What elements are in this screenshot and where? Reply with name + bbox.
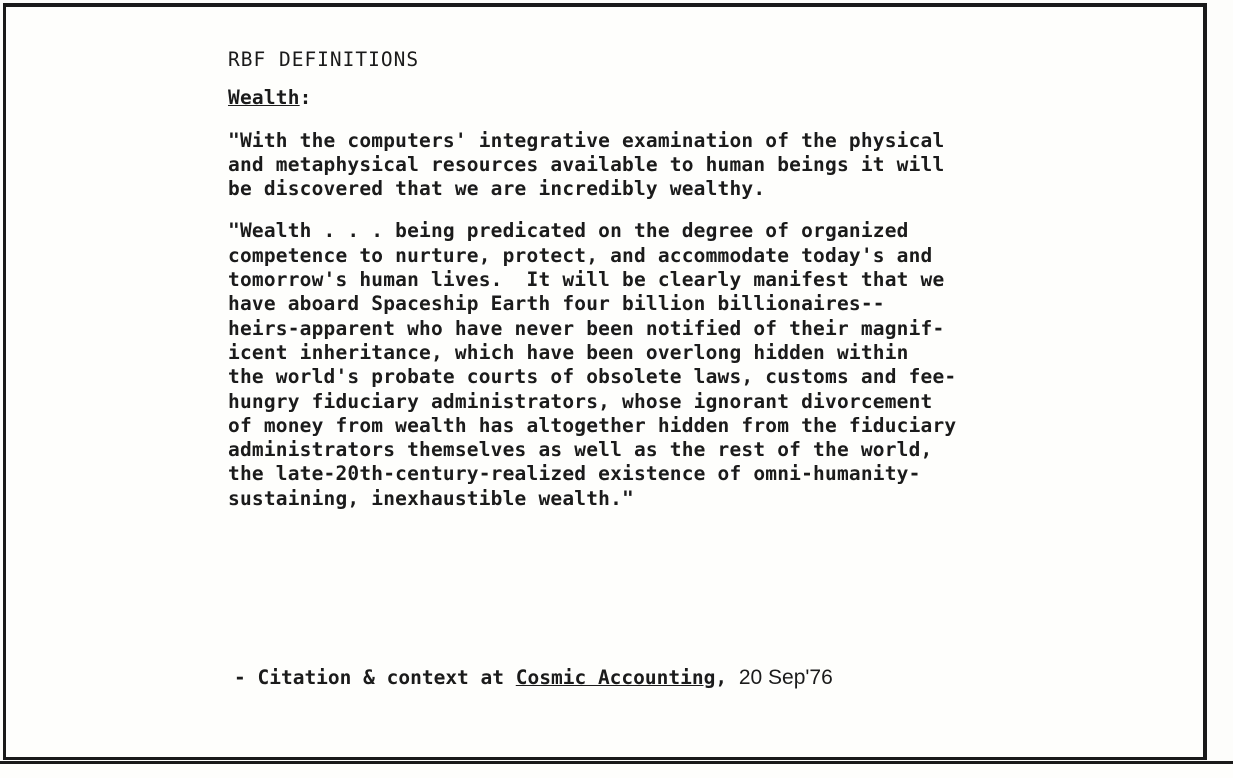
term-label: Wealth xyxy=(228,86,300,110)
next-card-edge xyxy=(0,761,1233,778)
citation-separator: , xyxy=(715,666,739,689)
definition-body xyxy=(228,48,1128,529)
cosmic-accounting-link[interactable]: Cosmic Accounting xyxy=(515,666,716,689)
citation-prefix: - Citation & context at xyxy=(234,666,516,689)
citation-line xyxy=(234,666,833,690)
citation-date: 20 Sep'76 xyxy=(738,666,833,689)
term-line xyxy=(228,86,1128,110)
quote-paragraph-2: "Wealth . . . being predicated on the degree of organized competence to nurture, protect, and accommodate today's and tomorrow's human lives. It will be clearly manifest that we have aboard Spaceship Earth four billion billionaires-- heirs-apparent who have never been notified of their magnif- icent inheritance, which have been overlong hidden within the world's probate courts of obsolete laws, customs and fee- hungry fiduciary administrators, whose ignorant divorcement of money from wealth has altogether hidden from the fiduciary administrators themselves as well as the rest of the world, the late-20th-century-realized existence of omni-humanity- sustaining, inexhaustible wealth." xyxy=(228,219,957,510)
page-title: RBF DEFINITIONS xyxy=(228,48,420,71)
term-colon: : xyxy=(299,86,312,110)
quote-paragraph-1: "With the computers' integrative examination of the physical and metaphysical resources available to human beings it will be discovered that we are incredibly wealthy. xyxy=(228,128,945,201)
